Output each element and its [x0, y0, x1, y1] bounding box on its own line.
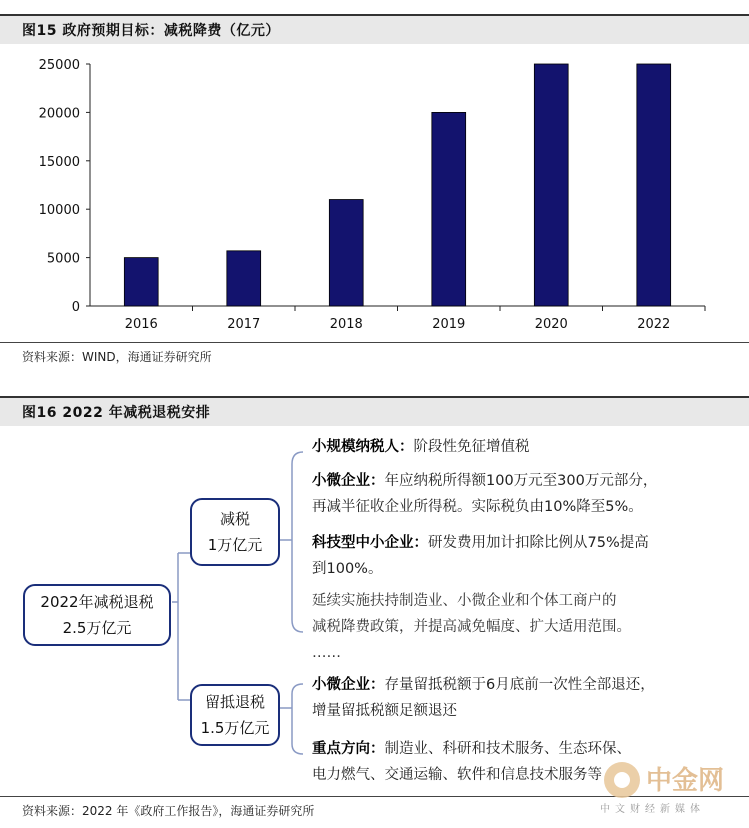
figure-15-title: 图15 政府预期目标：减税降费（亿元）: [22, 23, 280, 39]
logo-circle-icon: [604, 762, 640, 798]
cut-item-continue-text: 延续实施扶持制造业、小微企业和个体工商户的: [312, 593, 617, 609]
refund-item-focus-text: 制造业、科研和技术服务、生态环保、: [384, 741, 631, 757]
cut-item-tech: [312, 530, 722, 582]
root-node: [23, 584, 171, 646]
y-tick-label: 5000: [46, 251, 80, 267]
x-tick-label: 2019: [432, 317, 466, 332]
cut-item-continue-text2: 减税降费政策，并提高减免幅度、扩大适用范围。: [312, 619, 631, 635]
cut-item-tech-text: 研发费用加计扣除比例从75%提高: [428, 535, 649, 551]
tax-cut-node: [190, 498, 280, 566]
cut-item-continue: [312, 588, 722, 666]
cut-item-micro: [312, 468, 722, 520]
x-tick-label: 2020: [534, 317, 568, 332]
y-tick-label: 10000: [38, 203, 80, 219]
cut-item-micro-title: 小微企业：: [312, 473, 385, 489]
cut-item-small-scale-title: 小规模纳税人：: [312, 439, 414, 455]
x-tick-label: 2017: [227, 317, 261, 332]
root-node-title: 2022年减税退税: [40, 593, 154, 611]
watermark-slogan: 中文财经新媒体: [600, 804, 705, 815]
figure-16-title: 图16 2022 年减税退税安排: [22, 405, 211, 421]
cut-item-tech-text2: 到100%。: [312, 561, 383, 577]
watermark-brand: 中金网: [646, 766, 725, 796]
refund-title: 留抵退税: [204, 693, 265, 711]
cut-item-tech-title: 科技型中小企业：: [312, 535, 428, 551]
figure-15-source: 资料来源：WIND，海通证券研究所: [22, 350, 212, 364]
watermark-logo: [600, 758, 740, 816]
refund-item-micro-title: 小微企业：: [312, 677, 385, 693]
root-node-value: 2.5万亿元: [62, 619, 132, 637]
x-tick-label: 2016: [124, 317, 158, 332]
figure-16-source: 资料来源：2022 年《政府工作报告》，海通证券研究所: [22, 804, 315, 818]
y-tick-label: 0: [71, 300, 80, 315]
cut-item-micro-text: 年应纳税所得额100万元至300万元部分，: [384, 473, 658, 489]
connector-root: [172, 553, 190, 700]
cut-item-small-scale-text: 阶段性免征增值税: [413, 439, 530, 455]
x-tick-label: 2018: [329, 317, 363, 332]
x-tick-label: 2022: [637, 317, 671, 332]
refund-value: 1.5万亿元: [200, 719, 270, 737]
cut-item-small-scale: [312, 434, 722, 460]
y-tick-label: 20000: [38, 106, 80, 122]
refund-item-micro-text2: 增量留抵税额足额退还: [312, 703, 457, 719]
connector-refund: [280, 684, 303, 754]
tax-cut-title: 减税: [219, 510, 250, 528]
refund-item-micro: [312, 672, 722, 724]
cut-item-ellipsis: ……: [312, 645, 341, 661]
cut-item-micro-text2: 再减半征收企业所得税。实际税负由10%降至5%。: [312, 499, 643, 515]
refund-node: [190, 684, 280, 746]
refund-item-focus-title: 重点方向：: [312, 741, 385, 757]
y-tick-label: 15000: [38, 154, 80, 170]
connector-tax-cut: [280, 452, 303, 632]
refund-item-focus-text2: 电力燃气、交通运输、软件和信息技术服务等: [312, 767, 602, 783]
y-tick-label: 25000: [38, 58, 80, 73]
refund-item-micro-text: 存量留抵税额于6月底前一次性全部退还，: [384, 677, 655, 693]
tax-cut-value: 1万亿元: [207, 536, 263, 554]
